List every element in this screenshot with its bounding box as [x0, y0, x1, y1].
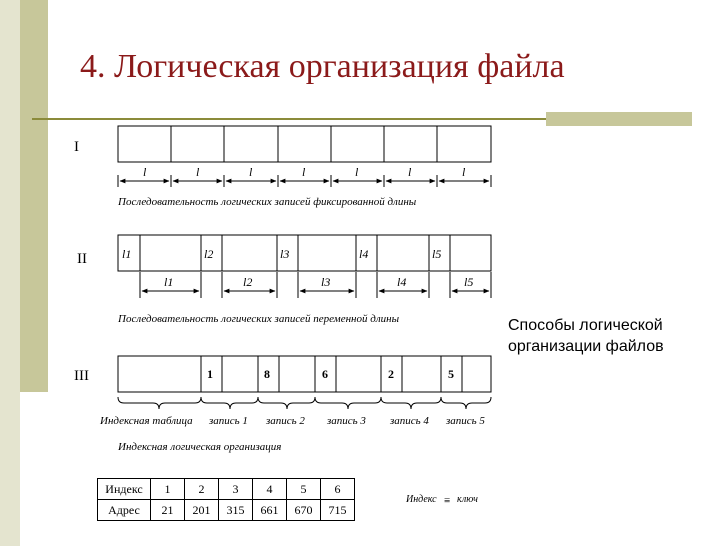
- index-cell: 1: [151, 479, 185, 500]
- address-cell: 661: [253, 500, 287, 521]
- fixed-caption: Последовательность логических записей фиксированной длины: [118, 196, 417, 208]
- record-length-field: l4: [359, 247, 369, 261]
- roman-numeral-2: II: [77, 251, 87, 267]
- indexed-caption: Индексная логическая организация: [118, 441, 282, 453]
- row-header-index: Индекс: [98, 479, 151, 500]
- fixed-length-label: l: [196, 165, 200, 179]
- record-length-field: l2: [204, 247, 214, 261]
- brace-label: запись 2: [266, 415, 305, 427]
- record-length-label: l4: [397, 275, 407, 289]
- roman-numeral-1: I: [74, 139, 79, 155]
- side-caption-line-1: Способы логической: [508, 317, 663, 334]
- fixed-length-label: l: [249, 165, 253, 179]
- fixed-length-label: l: [462, 165, 466, 179]
- address-cell: 670: [287, 500, 321, 521]
- note-equiv-symbol: ≡: [444, 495, 451, 507]
- address-cell: 201: [185, 500, 219, 521]
- fixed-length-label: l: [143, 165, 147, 179]
- record-length-label: l1: [164, 275, 174, 289]
- index-table: [97, 478, 355, 521]
- record-length-label: l5: [464, 275, 474, 289]
- table-row: [98, 500, 355, 521]
- brace-label: запись 4: [390, 415, 429, 427]
- record-length-field: l3: [280, 247, 290, 261]
- variable-length-arrows: [140, 272, 491, 298]
- address-cell: 715: [321, 500, 355, 521]
- note-index: Индекс: [406, 494, 437, 505]
- roman-numeral-3: III: [74, 368, 89, 384]
- indexed-records-strip: [118, 356, 491, 392]
- index-cell: 5: [287, 479, 321, 500]
- side-caption-line-2: организации файлов: [508, 338, 664, 355]
- address-cell: 21: [151, 500, 185, 521]
- fixed-length-label: l: [355, 165, 359, 179]
- index-cell: 3: [219, 479, 253, 500]
- record-key: 5: [448, 367, 454, 381]
- index-cell: 6: [321, 479, 355, 500]
- record-length-field: l5: [432, 247, 442, 261]
- record-key: 6: [322, 367, 328, 381]
- brace-label: запись 1: [209, 415, 248, 427]
- variable-caption: Последовательность логических записей переменной длины: [118, 313, 400, 325]
- record-key: 2: [388, 367, 394, 381]
- fixed-length-label: l: [302, 165, 306, 179]
- fixed-records-strip: [118, 126, 491, 162]
- slide-title: 4. Логическая организация файла: [80, 48, 565, 85]
- record-length-field: l1: [122, 247, 132, 261]
- record-key: 8: [264, 367, 270, 381]
- row-header-address: Адрес: [98, 500, 151, 521]
- fixed-length-label: l: [408, 165, 412, 179]
- record-key: 1: [207, 367, 213, 381]
- table-row: [98, 479, 355, 500]
- brace-label: Индексная таблица: [100, 415, 193, 427]
- index-cell: 2: [185, 479, 219, 500]
- note-key: ключ: [457, 494, 478, 505]
- brace-label: запись 3: [327, 415, 366, 427]
- address-cell: 315: [219, 500, 253, 521]
- record-length-label: l2: [243, 275, 253, 289]
- index-cell: 4: [253, 479, 287, 500]
- record-braces: [118, 397, 491, 409]
- record-length-label: l3: [321, 275, 331, 289]
- brace-label: запись 5: [446, 415, 485, 427]
